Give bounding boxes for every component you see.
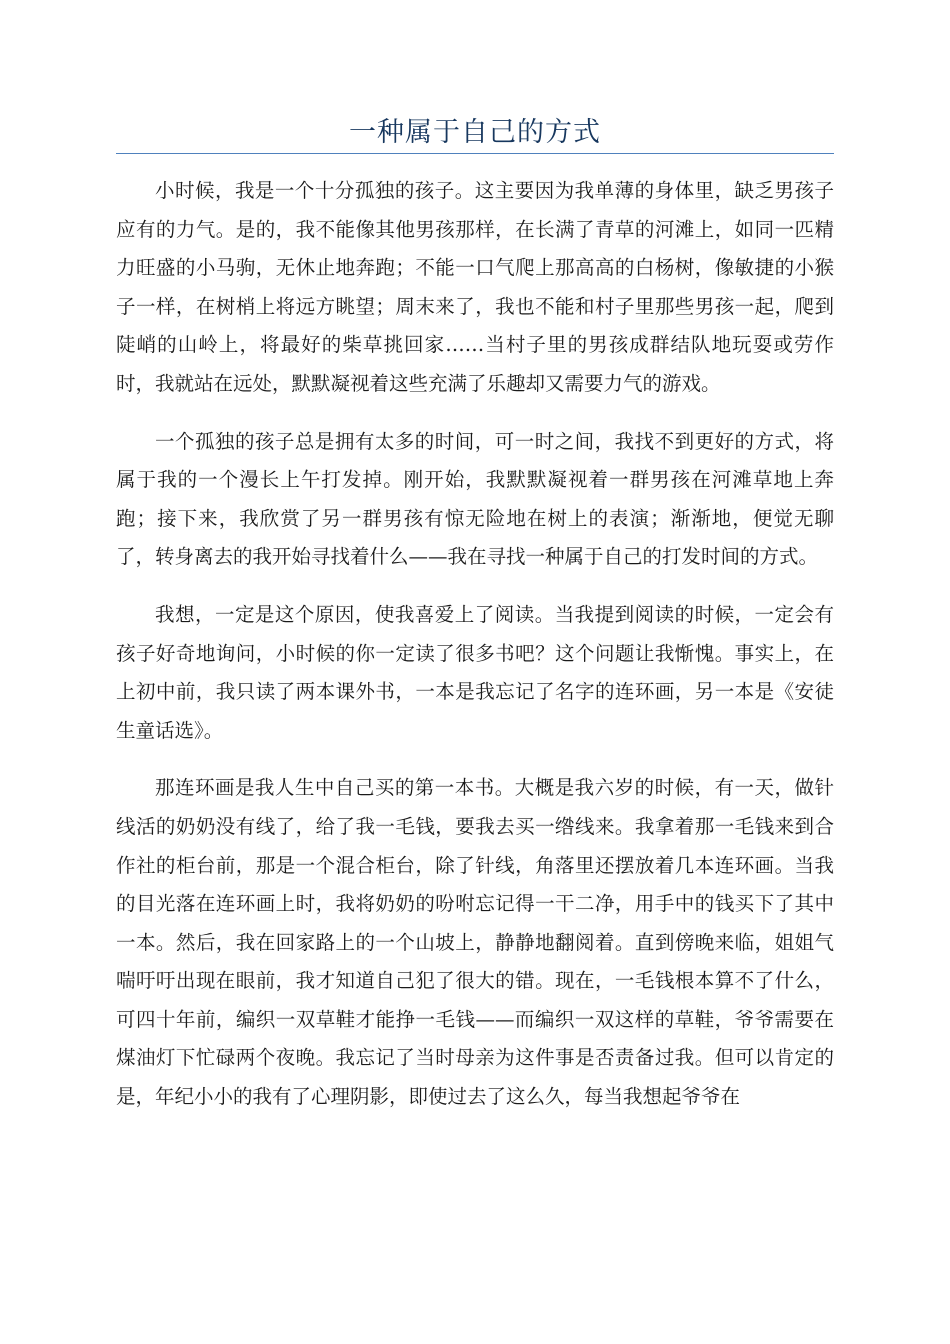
paragraph-2: 一个孤独的孩子总是拥有太多的时间，可一时之间，我找不到更好的方式，将属于我的一个漫长上午打发掉。刚开始，我默默凝视着一群男孩在河滩草地上奔跑；接下来，我欣赏了另一群男孩有惊无险地在树上的表演；渐渐地，便觉无聊了，转身离去的我开始寻找着什么——我在寻找一种属于自己的打发时间的方式。 [116,429,834,569]
paragraph-1: 小时候，我是一个十分孤独的孩子。这主要因为我单薄的身体里，缺乏男孩子应有的力气。是的，我不能像其他男孩那样，在长满了青草的河滩上，如同一匹精力旺盛的小马驹，无休止地奔跑；不能一口气爬上那高高的白杨树，像敏捷的小猴子一样，在树梢上将远方眺望；周末来了，我也不能和村子里那些男孩一起，爬到陡峭的山岭上，将最好的柴草挑回家……当村子里的男孩成群结队地玩耍或劳作时，我就站在远处，默默凝视着这些充满了乐趣却又需要力气的游戏。 [116,179,834,395]
document-body [116,172,834,1136]
paragraph-3: 我想，一定是这个原因，使我喜爱上了阅读。当我提到阅读的时候，一定会有孩子好奇地询问，小时候的你一定读了很多书吧？这个问题让我惭愧。事实上，在上初中前，我只读了两本课外书，一本是我忘记了名字的连环画，另一本是《安徒生童话选》。 [116,602,834,742]
title-underline [116,153,834,154]
document-title: 一种属于自己的方式 [349,117,601,148]
paragraph-4: 那连环画是我人生中自己买的第一本书。大概是我六岁的时候，有一天，做针线活的奶奶没有线了，给了我一毛钱，要我去买一绺线来。我拿着那一毛钱来到合作社的柜台前，那是一个混合柜台，除了针线，角落里还摆放着几本连环画。当我的目光落在连环画上时，我将奶奶的吩咐忘记得一干二净，用手中的钱买下了其中一本。然后，我在回家路上的一个山坡上，静静地翻阅着。直到傍晚来临，姐姐气喘吁吁出现在眼前，我才知道自己犯了很大的错。现在，一毛钱根本算不了什么，可四十年前，编织一双草鞋才能挣一毛钱——而编织一双这样的草鞋，爷爷需要在煤油灯下忙碌两个夜晚。我忘记了当时母亲为这件事是否责备过我。但可以肯定的是，年纪小小的我有了心理阴影，即使过去了这么久，每当我想起爷爷在 [116,776,834,1109]
